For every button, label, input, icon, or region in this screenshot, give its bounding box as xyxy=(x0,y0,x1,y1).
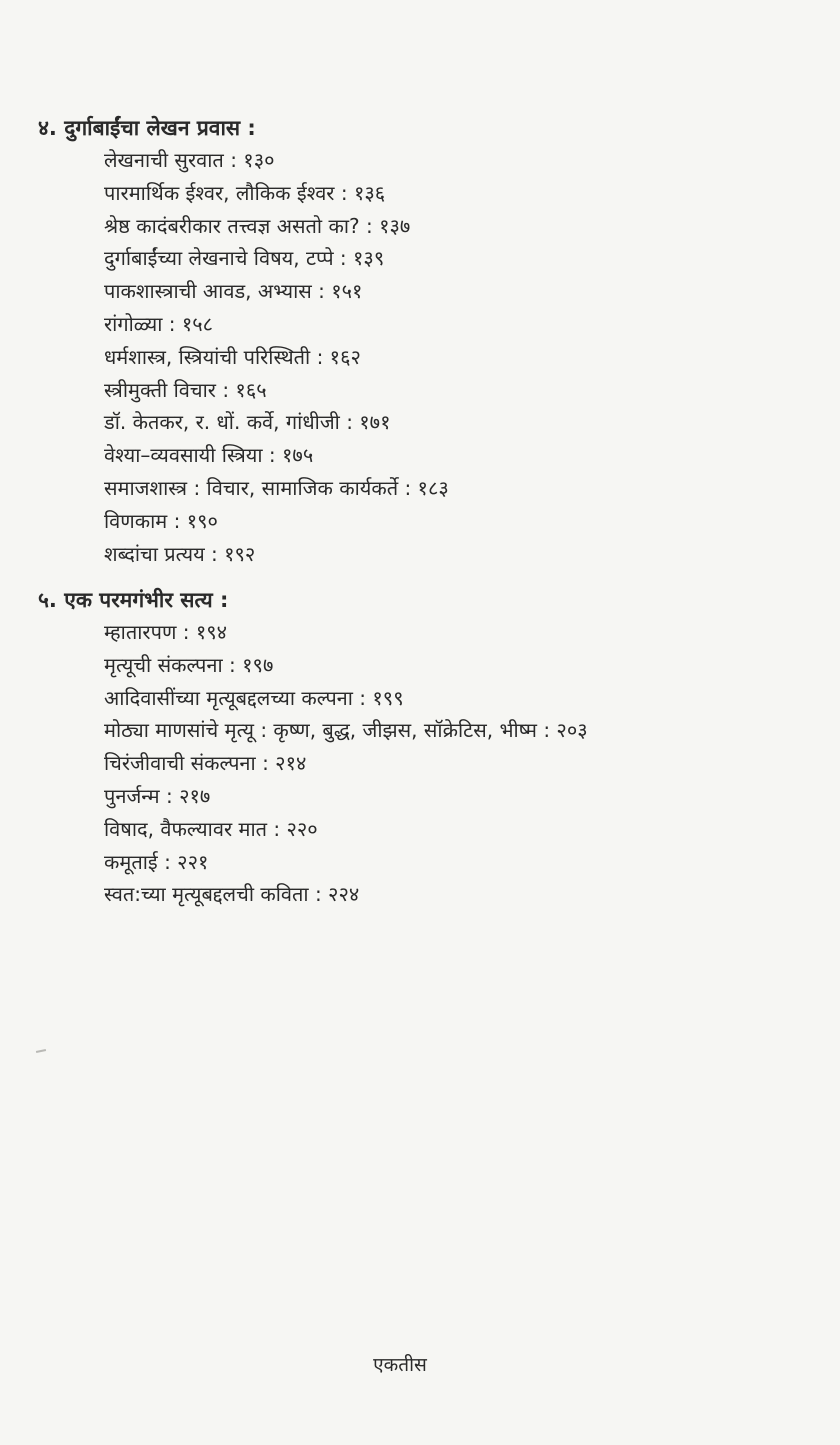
toc-entry: विषाद, वैफल्यावर मात : २२० xyxy=(104,816,318,841)
toc-entry: धर्मशास्त्र, स्त्रियांची परिस्थिती : १६२ xyxy=(104,344,361,369)
toc-section-4 xyxy=(38,112,818,570)
toc-entry: स्वत:च्या मृत्यूबद्दलची कविता : २२४ xyxy=(104,882,360,907)
toc-entry: कमूताई : २२१ xyxy=(104,849,209,874)
toc-entry: चिरंजीवाची संकल्पना : २१४ xyxy=(104,751,307,776)
toc-entry: दुर्गाबाईंच्या लेखनाचे विषय, टप्पे : १३९ xyxy=(104,246,385,271)
toc-entry: शब्दांचा प्रत्यय : १९२ xyxy=(104,541,256,566)
toc-entry: समाजशास्त्र : विचार, सामाजिक कार्यकर्ते : १८३ xyxy=(104,475,449,500)
toc-entry: आदिवासींच्या मृत्यूबद्दलच्या कल्पना : १९९ xyxy=(104,685,404,710)
toc-list xyxy=(38,144,818,570)
paper-speck xyxy=(36,1049,46,1053)
toc-entry: पुनर्जन्म : २१७ xyxy=(104,783,211,808)
toc-entry: लेखनाची सुरवात : १३० xyxy=(104,148,275,172)
toc-entry: पाकशास्त्राची आवड, अभ्यास : १५१ xyxy=(104,279,363,304)
toc-entry: श्रेष्ठ कादंबरीकार तत्त्वज्ञ असतो का? : १३७ xyxy=(104,213,411,238)
toc-entry: मोठ्या माणसांचे मृत्यू : कृष्ण, बुद्ध, जीझस, सॉक्रेटिस, भीष्म : २०३ xyxy=(104,718,588,743)
toc-section-5 xyxy=(38,584,818,911)
toc-entry: म्हातारपण : १९४ xyxy=(104,620,228,644)
toc-entry: स्त्रीमुक्ती विचार : १६५ xyxy=(104,377,267,402)
section-heading: ५. एक परमगंभीर सत्य : xyxy=(38,588,229,612)
page-number-label: एकतीस xyxy=(373,1354,427,1376)
toc-entry: रांगोळ्या : १५८ xyxy=(104,311,214,336)
toc-entry: मृत्यूची संकल्पना : १९७ xyxy=(104,652,274,677)
toc-entry: पारमार्थिक ईश्वर, लौकिक ईश्वर : १३६ xyxy=(104,180,386,205)
toc-entry: विणकाम : १९० xyxy=(104,508,218,533)
toc-entry: डॉ. केतकर, र. धों. कर्वे, गांधीजी : १७१ xyxy=(104,410,391,435)
toc-list xyxy=(38,616,818,911)
toc-entry: वेश्या–व्यवसायी स्त्रिया : १७५ xyxy=(104,443,314,468)
section-heading: ४. दुर्गाबाईंचा लेखन प्रवास : xyxy=(38,116,256,140)
